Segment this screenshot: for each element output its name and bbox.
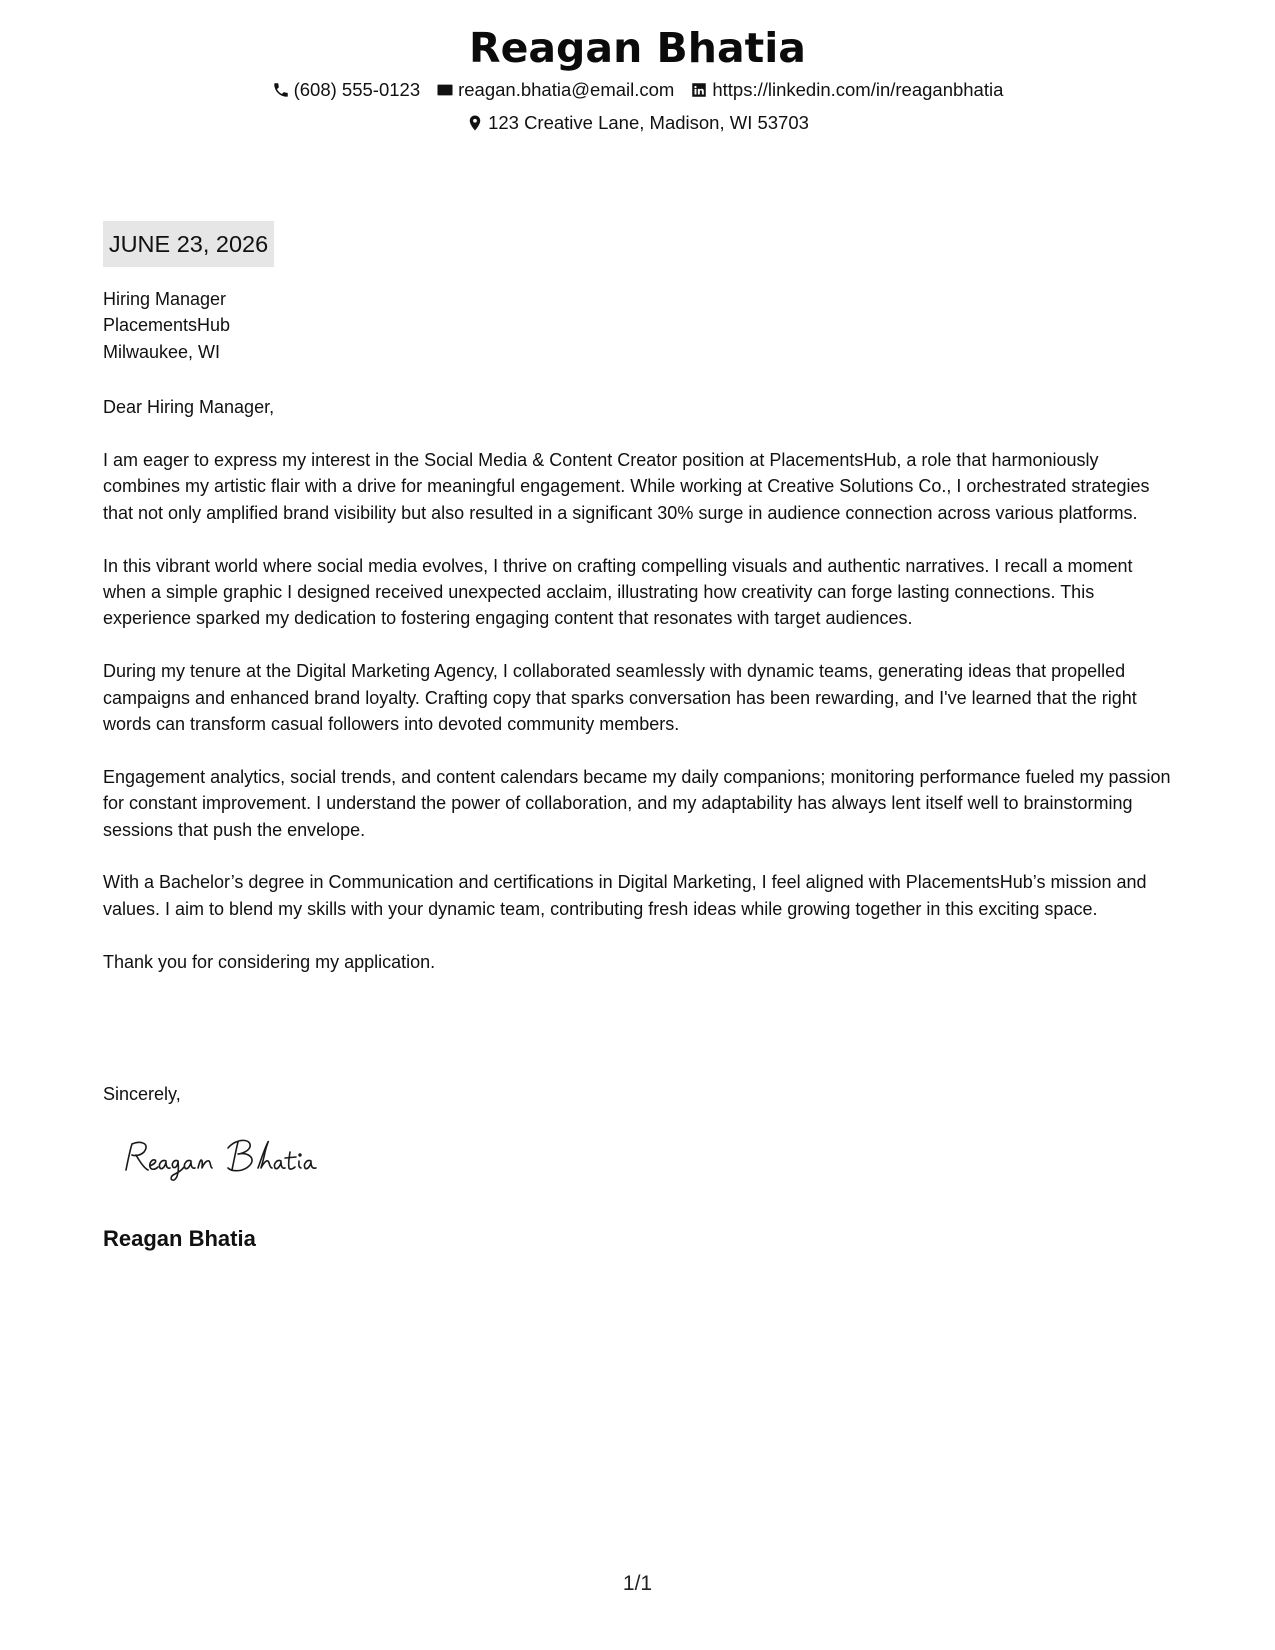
recipient-company: PlacementsHub (103, 315, 231, 336)
signature-image (118, 1130, 358, 1190)
recipient-location: Milwaukee, WI (103, 341, 221, 362)
page-indicator: 1/1 (622, 1572, 653, 1595)
letter-date: JUNE 23, 2026 (103, 221, 274, 267)
closing: Sincerely, (103, 1084, 181, 1104)
map-marker-icon (466, 114, 484, 132)
phone-icon (272, 81, 290, 99)
body-paragraph: Thank you for considering my application. (103, 951, 436, 972)
address-text: 123 Creative Lane, Madison, WI 53703 (488, 112, 809, 133)
address-row (0, 111, 1275, 135)
body-paragraph: In this vibrant world where social media evolves, I thrive on crafting compelling visuals and authentic narratives. I recall a moment when a simple graphic I designed received unexpected acclaim, illustrating how creativity can forge lasting connections. This experience sparked my dedication to fostering engaging content that resonates with target audiences. (103, 555, 1133, 629)
body-paragraph: Engagement analytics, social trends, and content calendars became my daily companions; monitoring performance fueled my passion for constant improvement. I understand the power of collaboration, and my adaptability has always lent itself well to brainstorming sessions that push the envelope. (103, 766, 1171, 840)
body-paragraph: During my tenure at the Digital Marketing Agency, I collaborated seamlessly with dynamic teams, generating ideas that propelled campaigns and enhanced brand loyalty. Crafting copy that sparks conversation has been rewarding, and I've learned that the right words can transform casual followers into devoted community members. (103, 661, 1137, 735)
contact-address (466, 111, 809, 135)
letter-header (0, 18, 1275, 135)
signer-name: Reagan Bhatia (103, 1226, 256, 1251)
body-paragraph: With a Bachelor’s degree in Communication and certifications in Digital Marketing, I feel aligned with PlacementsHub’s mission and values. I aim to blend my skills with your dynamic team, contributing fresh ideas while growing together in this exciting space. (103, 872, 1147, 919)
email-text[interactable]: reagan.bhatia@email.com (458, 79, 675, 100)
contact-linkedin[interactable] (690, 78, 1003, 102)
contact-email[interactable] (436, 78, 674, 102)
letter-body (103, 447, 1173, 1001)
phone-text: (608) 555-0123 (293, 79, 421, 100)
recipient-title: Hiring Manager (103, 289, 227, 309)
contact-phone (272, 78, 421, 102)
applicant-name: Reagan Bhatia (469, 24, 806, 72)
body-paragraph: I am eager to express my interest in the Social Media & Content Creator position at PlacementsHub, a role that harmoniously combines my artistic flair with a drive for meaningful engagement. While working at Creative Solutions Co., I orchestrated strategies that not only amplified brand visibility but also resulted in a significant 30% surge in audience connection across various platforms. (103, 450, 1150, 523)
salutation: Dear Hiring Manager, (103, 397, 275, 417)
linkedin-icon (690, 81, 708, 99)
envelope-icon (436, 81, 454, 99)
recipient-block (103, 286, 1173, 365)
contact-row (0, 78, 1275, 102)
linkedin-text[interactable]: https://linkedin.com/in/reaganbhatia (712, 79, 1004, 100)
